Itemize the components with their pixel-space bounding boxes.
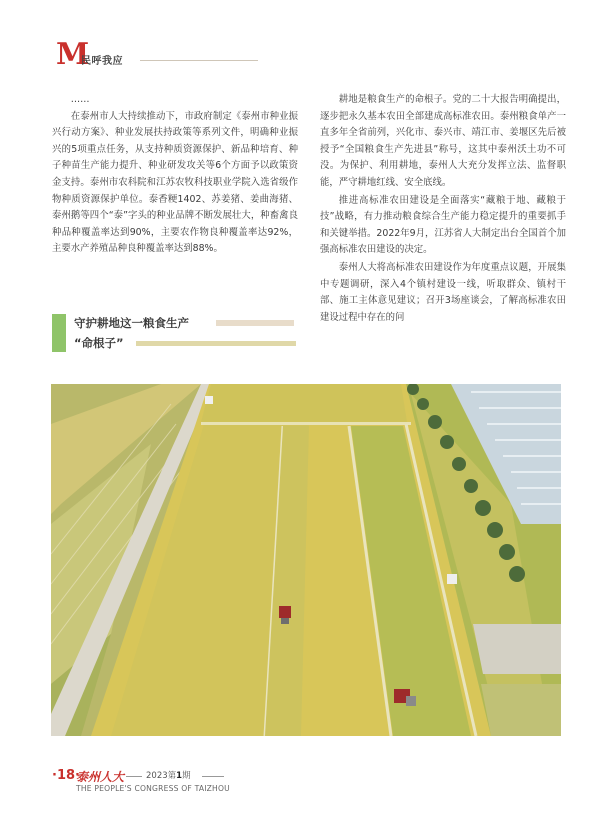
heading-deco-band-top (216, 320, 294, 326)
header-rule (140, 60, 258, 61)
page-footer (52, 768, 372, 802)
left-paragraph: 在泰州市人大持续推动下，市政府制定《泰州市种业振兴行动方案》、种业发展扶持政策等系列文件，明确种业振兴的5项重点任务，从支持种质资源保护、新品种培育、种子种苗生产能力提升、种业研发攻关等6个方面予以政策资金支持。泰州市农科院和江苏农牧科技职业学院入选省级作物种质资源保护单位。泰香粳1402、苏姜猪、姜曲海猪、泰州鹅等四个“泰”字头的种业品牌不断发展壮大，种畜禽良种品种覆盖率达到90%，主要农作物良种覆盖率达92%，主要水产养殖品种良种覆盖率达到88%。 (52, 110, 298, 255)
heading-line-1: 守护耕地这一粮食生产 (74, 316, 189, 330)
magazine-english-title: THE PEOPLE'S CONGRESS OF TAIZHOU (76, 784, 230, 793)
issue-number: 1 (176, 771, 183, 781)
heading-line-2: “命根子” (74, 336, 124, 350)
heading-deco-band-bottom (136, 341, 296, 346)
issue-label (146, 769, 191, 781)
column-logo-letter: M (56, 37, 90, 72)
issue-end: 期 (182, 771, 191, 781)
right-paragraph-1: 耕地是粮食生产的命根子。党的二十大报告明确提出，逐步把永久基本农田全部建成高标准农田。泰州粮食单产一直多年全省前列，兴化市、泰兴市、靖江市、姜堰区先后被授予“全国粮食生产先进县”称号，这其中泰州沃土功不可没。为保护、利用耕地，泰州人大充分发挥立法、监督职能，严守耕地红线、安全底线。 (320, 94, 566, 188)
aerial-rice-harvest-photo (51, 384, 561, 736)
right-paragraph-2: 推进高标准农田建设是全面落实“藏粮于地、藏粮于技”战略，有力推动粮食综合生产能力稳定提升的重要抓手和关键举措。2022年9月，江苏省人大制定出台全国首个加强高标准农田建设的决定。 (320, 194, 566, 256)
column-section-title: 民呼我应 (81, 56, 123, 67)
section-heading (52, 314, 298, 352)
page-header (56, 37, 306, 72)
ellipsis: …… (70, 94, 90, 105)
footer-rule-left (126, 776, 142, 777)
right-column (320, 92, 566, 326)
issue-year: 2023 (146, 771, 168, 781)
left-column (52, 92, 298, 258)
issue-mid: 第 (167, 771, 177, 781)
magazine-logo: 泰州人大 (76, 770, 125, 784)
footer-rule-right (202, 776, 224, 777)
right-paragraph-3: 泰州人大将高标准农田建设作为年度重点议题，开展集中专题调研，深入4个镇村建设一线，听取群众、镇村干部、施工主体意见建议；召开3场座谈会，了解高标准农田建设过程中存在的问 (320, 261, 566, 323)
heading-accent-bar (52, 314, 66, 352)
page-number: ·18· (52, 768, 80, 783)
